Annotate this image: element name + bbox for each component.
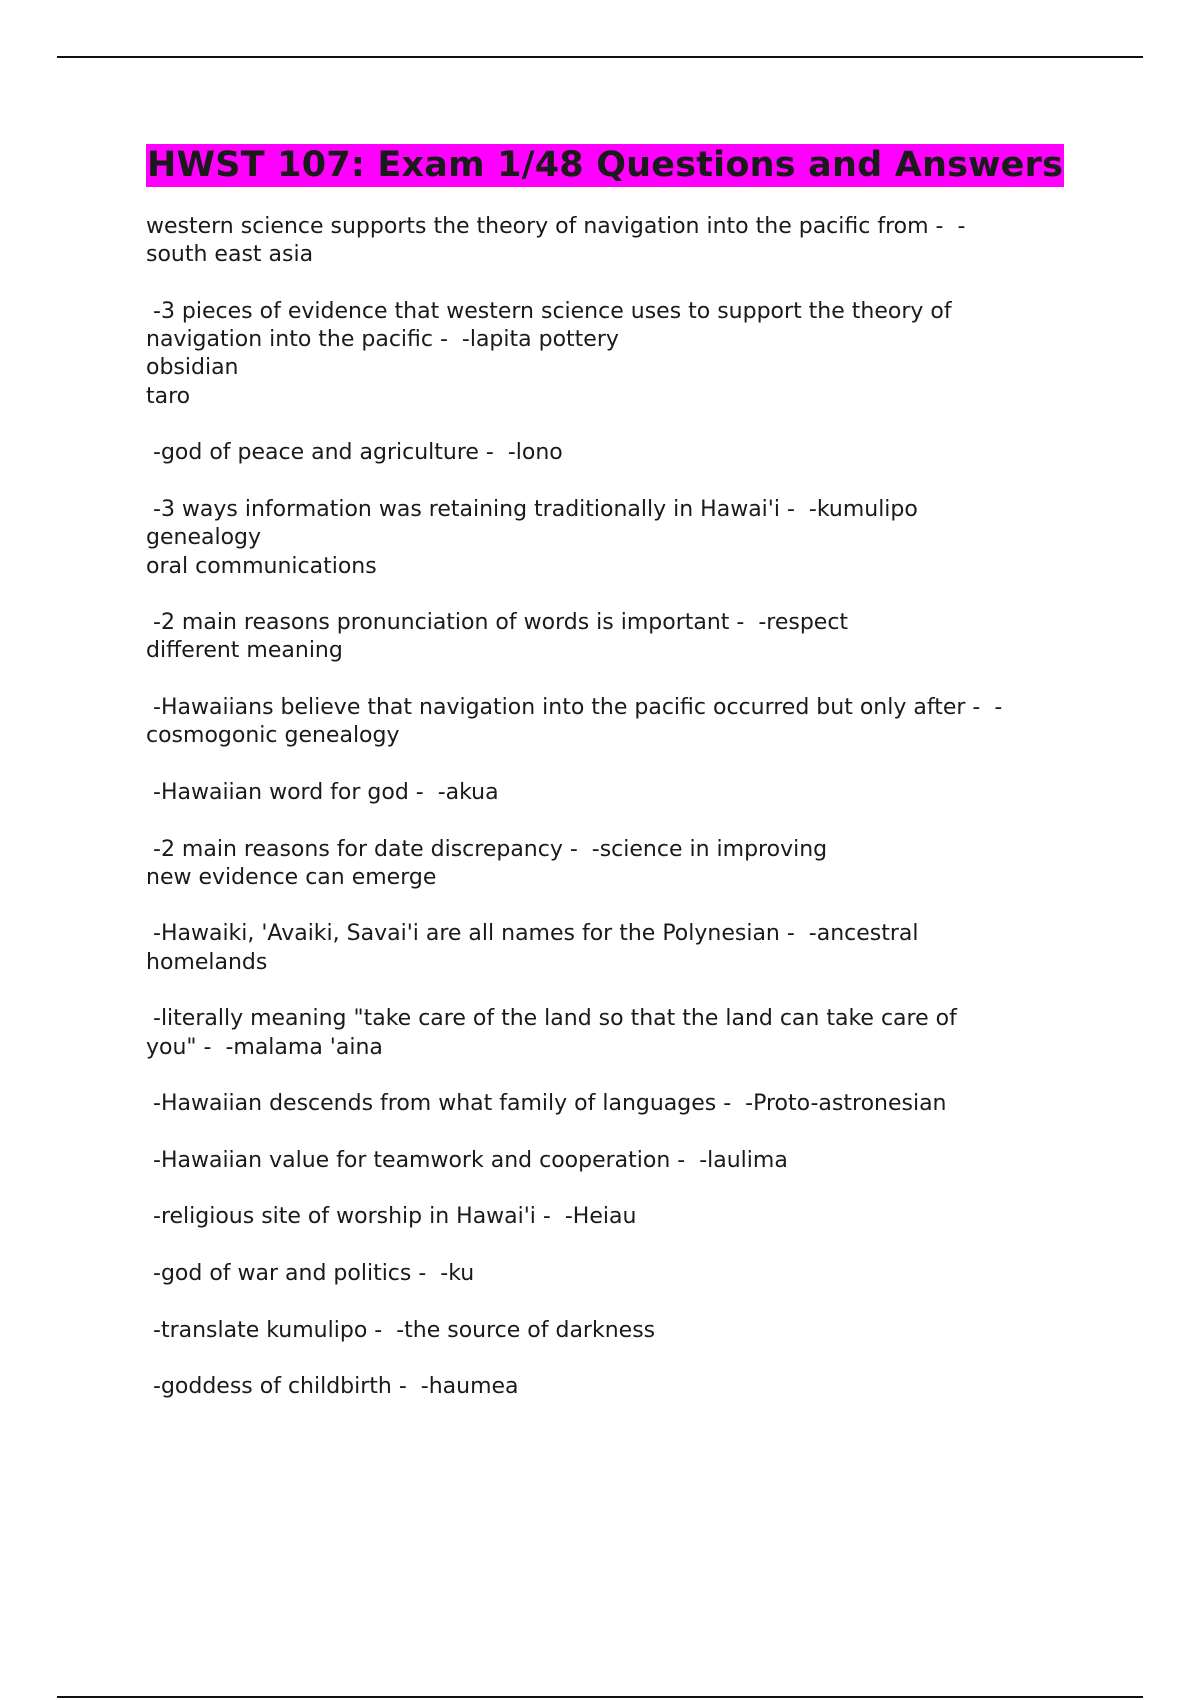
document-body (146, 144, 1090, 1430)
qa-list (146, 213, 1090, 1401)
qa-item: -god of war and politics - -ku (146, 1260, 475, 1286)
qa-item: -Hawaiians believe that navigation into the pacific occurred but only after - - cosmogonic genealogy (146, 695, 1003, 749)
qa-item: -translate kumulipo - -the source of darkness (146, 1317, 656, 1343)
qa-item: -3 pieces of evidence that western science uses to support the theory of navigation into the pacific - -lapita pottery obsidian taro (146, 298, 952, 409)
qa-item: -Hawaiki, 'Avaiki, Savai'i are all names for the Polynesian - -ancestral homelands (146, 921, 919, 975)
qa-item: -Hawaiian word for god - -akua (146, 779, 499, 805)
qa-item: -2 main reasons pronunciation of words is important - -respect different meaning (146, 610, 849, 664)
qa-item: western science supports the theory of navigation into the pacific from - - south east asia (146, 214, 966, 268)
qa-item: -Hawaiian descends from what family of languages - -Proto-astronesian (146, 1091, 947, 1117)
qa-item: -literally meaning "take care of the land so that the land can take care of you" - -malama 'aina (146, 1006, 957, 1060)
qa-item: -Hawaiian value for teamwork and cooperation - -laulima (146, 1147, 788, 1173)
qa-item: -god of peace and agriculture - -lono (146, 440, 563, 466)
qa-item: -goddess of childbirth - -haumea (146, 1374, 519, 1400)
qa-item: -religious site of worship in Hawai'i - -Heiau (146, 1204, 637, 1230)
header-rule (57, 56, 1143, 58)
qa-item: -3 ways information was retaining traditionally in Hawai'i - -kumulipo genealogy oral communications (146, 496, 918, 579)
document-title: HWST 107: Exam 1/48 Questions and Answers (147, 145, 1064, 185)
qa-item: -2 main reasons for date discrepancy - -science in improving new evidence can emerge (146, 836, 828, 890)
footer-rule (57, 1696, 1143, 1698)
